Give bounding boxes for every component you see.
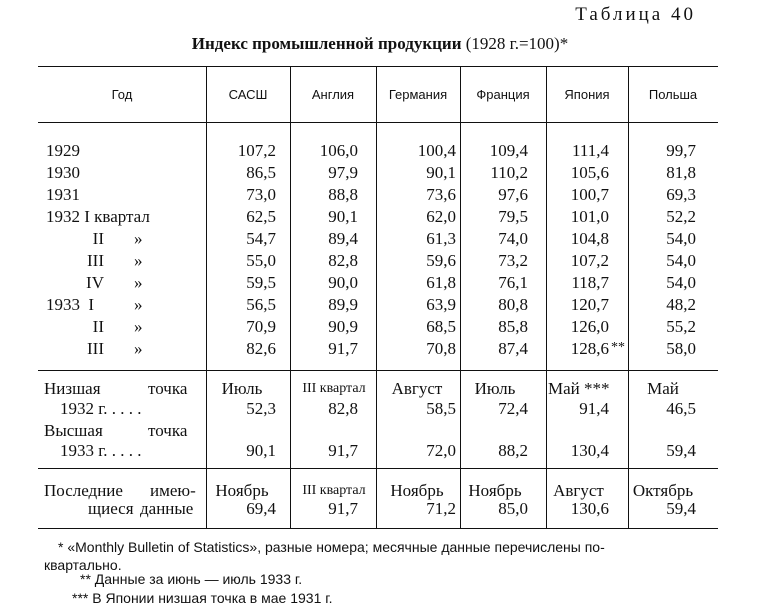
latest-month-poland: Октябрь (632, 481, 694, 500)
latest-label-d: данные (140, 499, 194, 518)
row-quarter: III (87, 339, 104, 358)
low-month-usa: Июль (221, 379, 263, 398)
high-value-japan: 130,4 (570, 441, 609, 460)
row-year: 1933 (46, 295, 80, 314)
latest-label-a: Последние (44, 481, 123, 500)
table-row (0, 184, 760, 206)
low-value-england: 82,8 (328, 399, 358, 418)
value-japan: 118,7 (571, 273, 609, 292)
value-usa: 59,5 (246, 273, 276, 292)
value-england: 106,0 (319, 141, 358, 160)
value-germany: 63,9 (426, 295, 456, 314)
latest-value-japan: 130,6 (570, 499, 609, 518)
value-poland: 69,3 (666, 185, 696, 204)
row-ditto-mark: » (134, 317, 143, 336)
value-japan: 104,8 (570, 229, 609, 248)
value-japan: 100,7 (570, 185, 609, 204)
value-poland: 54,0 (666, 251, 696, 270)
value-usa: 73,0 (246, 185, 276, 204)
rule-summary (38, 468, 718, 469)
value-japan: 111,4 (572, 141, 609, 160)
high-point-label-a: Высшая (44, 421, 103, 440)
value-japan: 105,6 (570, 163, 609, 182)
value-germany: 61,3 (426, 229, 456, 248)
low-month-poland: Май (647, 379, 679, 398)
row-ditto-mark: » (134, 229, 143, 248)
row-ditto-mark: » (134, 339, 143, 358)
low-point-label-a: Низшая (44, 379, 101, 398)
rule-data-bottom (38, 370, 718, 371)
high-value-england: 91,7 (328, 441, 358, 460)
footnote-2: ** Данные за июнь — июль 1933 г. (80, 571, 303, 587)
value-germany: 100,4 (417, 141, 456, 160)
row-quarter: II (92, 229, 104, 248)
value-france: 97,6 (498, 185, 528, 204)
value-poland: 81,8 (666, 163, 696, 182)
low-value-germany: 58,5 (426, 399, 456, 418)
table-number: Таблица 40 (575, 4, 696, 25)
high-value-germany: 72,0 (426, 441, 456, 460)
value-england: 97,9 (328, 163, 358, 182)
high-value-france: 88,2 (498, 441, 528, 460)
row-year: 1929 (46, 141, 80, 160)
low-point-values-row (0, 398, 760, 420)
footnote-1: * «Monthly Bulletin of Statistics», разные номера; месячные данные перечислены по- (58, 539, 605, 555)
table-row (0, 294, 760, 316)
low-value-usa: 52,3 (246, 399, 276, 418)
value-england: 82,8 (328, 251, 358, 270)
value-france: 74,0 (498, 229, 528, 248)
footnote-3: *** В Японии низшая точка в мае 1931 г. (72, 590, 333, 606)
value-poland: 52,2 (666, 207, 696, 226)
low-value-poland: 46,5 (666, 399, 696, 418)
header-germany: Германия (388, 86, 448, 102)
high-point-label-b: точка (148, 421, 188, 440)
row-ditto-mark: » (134, 273, 143, 292)
value-france: 85,8 (498, 317, 528, 336)
table-row (0, 206, 760, 228)
value-usa: 107,2 (237, 141, 276, 160)
value-usa: 86,5 (246, 163, 276, 182)
low-point-year: 1932 г. . . . . (60, 399, 142, 418)
table-row (0, 140, 760, 162)
value-france: 73,2 (498, 251, 528, 270)
value-germany: 68,5 (426, 317, 456, 336)
value-poland: 55,2 (666, 317, 696, 336)
latest-month-japan: Август (553, 481, 604, 500)
header-year: Год (111, 86, 133, 102)
value-japan: 101,0 (570, 207, 609, 226)
header-england: Англия (311, 86, 355, 102)
rule-bottom (38, 528, 718, 529)
latest-month-germany: Ноябрь (390, 481, 444, 500)
value-france: 110,2 (490, 163, 528, 182)
title-base: (1928 г.=100)* (465, 34, 569, 53)
header-japan: Япония (564, 86, 610, 102)
row-quarter: I (88, 295, 94, 314)
low-point-label-b: точка (148, 379, 188, 398)
japan-footnote-marker: ** (611, 340, 625, 355)
value-england: 89,4 (328, 229, 358, 248)
value-poland: 99,7 (666, 141, 696, 160)
value-france: 80,8 (498, 295, 528, 314)
table-row (0, 250, 760, 272)
value-england: 90,9 (328, 317, 358, 336)
row-quarter: II (92, 317, 104, 336)
high-value-poland: 59,4 (666, 441, 696, 460)
value-japan: 107,2 (570, 251, 609, 270)
value-germany: 90,1 (426, 163, 456, 182)
low-month-germany: Август (391, 379, 443, 398)
value-poland: 54,0 (666, 229, 696, 248)
value-usa: 55,0 (246, 251, 276, 270)
header-poland: Польша (648, 86, 698, 102)
value-germany: 73,6 (426, 185, 456, 204)
row-quarter: IV (86, 273, 104, 292)
value-usa: 70,9 (246, 317, 276, 336)
value-poland: 54,0 (666, 273, 696, 292)
table-title (0, 34, 760, 54)
value-france: 87,4 (498, 339, 528, 358)
row-year: 1932 I квартал (46, 207, 150, 226)
low-month-france: Июль (474, 379, 516, 398)
value-japan: 128,6 (570, 339, 609, 358)
value-poland: 58,0 (666, 339, 696, 358)
low-month-japan: Май *** (548, 379, 610, 398)
latest-month-france: Ноябрь (468, 481, 522, 500)
low-point-months-row (0, 378, 760, 400)
latest-values-row (0, 498, 760, 520)
footnote-1-continuation: квартально. (44, 557, 122, 573)
value-poland: 48,2 (666, 295, 696, 314)
latest-value-england: 91,7 (328, 499, 358, 518)
latest-value-germany: 71,2 (426, 499, 456, 518)
header-usa: САСШ (228, 86, 268, 102)
low-value-france: 72,4 (498, 399, 528, 418)
latest-value-usa: 69,4 (246, 499, 276, 518)
value-usa: 56,5 (246, 295, 276, 314)
value-england: 89,9 (328, 295, 358, 314)
value-usa: 62,5 (246, 207, 276, 226)
latest-month-usa: Ноябрь (215, 481, 269, 500)
latest-value-poland: 59,4 (666, 499, 696, 518)
table-row (0, 228, 760, 250)
row-ditto-mark: » (134, 251, 143, 270)
latest-month-england: III квартал (302, 483, 366, 498)
header-france: Франция (476, 86, 530, 102)
table-row (0, 338, 760, 360)
latest-label-c: щиеся (88, 499, 134, 518)
table-row (0, 162, 760, 184)
row-ditto-mark: » (134, 295, 143, 314)
value-germany: 59,6 (426, 251, 456, 270)
low-month-england: III квартал (302, 381, 366, 396)
value-england: 90,0 (328, 273, 358, 292)
high-point-year: 1933 г. . . . . (60, 441, 142, 460)
row-year: 1930 (46, 163, 80, 182)
value-usa: 82,6 (246, 339, 276, 358)
value-germany: 61,8 (426, 273, 456, 292)
value-germany: 70,8 (426, 339, 456, 358)
value-france: 109,4 (489, 141, 528, 160)
row-year: 1931 (46, 185, 80, 204)
value-england: 90,1 (328, 207, 358, 226)
row-quarter: III (87, 251, 104, 270)
high-point-values-row (0, 440, 760, 462)
table-row (0, 272, 760, 294)
latest-value-france: 85,0 (498, 499, 528, 518)
table-row (0, 316, 760, 338)
latest-label-b: имею- (150, 481, 196, 500)
value-japan: 120,7 (570, 295, 609, 314)
value-france: 79,5 (498, 207, 528, 226)
low-value-japan: 91,4 (579, 399, 609, 418)
rule-header (38, 122, 718, 123)
value-usa: 54,7 (246, 229, 276, 248)
value-japan: 126,0 (570, 317, 609, 336)
value-france: 76,1 (498, 273, 528, 292)
value-england: 88,8 (328, 185, 358, 204)
title-main: Индекс промышленной продукции (191, 34, 462, 53)
value-germany: 62,0 (426, 207, 456, 226)
value-england: 91,7 (328, 339, 358, 358)
high-value-usa: 90,1 (246, 441, 276, 460)
